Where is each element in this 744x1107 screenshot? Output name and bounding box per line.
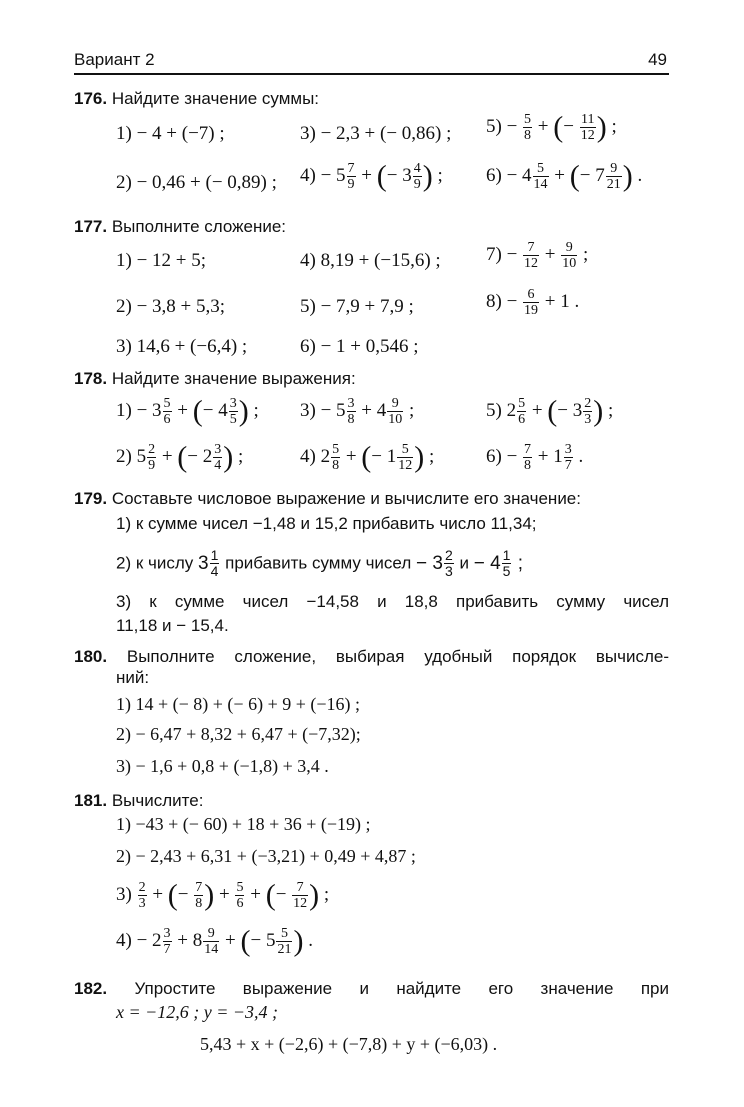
ex181-item-2: 2) − 2,43 + 6,31 + (−3,21) + 0,49 + 4,87 ; [116, 846, 416, 866]
exercise-number: 180. [74, 647, 108, 666]
ex176-item-5: 5) − $\frac{5}{8}$ + (− $\frac{11}{12}$ ) ; [486, 110, 617, 144]
exercise-180-heading [74, 646, 669, 668]
ex181-item-4: 4) − 2 $\frac{3}{7}$ + 8 $\frac{9}{14}$ + (− 5 $\frac{5}{21}$ ) . [116, 924, 313, 958]
ex177-item-1: 1) − 12 + 5; [116, 250, 207, 271]
ex179-item-3-line1: 3) к сумме чисел −14,58 и 18,8 прибавить сумму чисел [116, 592, 669, 611]
ex177-item-7: 7) − $\frac{7}{12}$ + $\frac{9}{10}$ ; [486, 240, 589, 271]
ex177-item-2: 2) − 3,8 + 5,3; [116, 296, 226, 317]
exercise-title: Упростите выражение и найдите его значение при [134, 979, 669, 998]
exercise-177-heading [74, 216, 286, 238]
ex180-item-3: 3) − 1,6 + 0,8 + (−1,8) + 3,4 . [116, 756, 329, 776]
ex179-item-3-line2: 11,18 и − 15,4. [116, 616, 229, 635]
ex176-item-3: 3) − 2,3 + (− 0,86) ; [300, 123, 452, 144]
ex180-item-2: 2) − 6,47 + 8,32 + 6,47 + (−7,32); [116, 724, 361, 744]
page-number: 49 [648, 50, 667, 69]
ex179-item-1: 1) к сумме чисел −1,48 и 15,2 прибавить число 11,34; [116, 514, 537, 533]
ex178-item-2: 2) 5 $\frac{2}{9}$ + (− 2 $\frac{3}{4}$ ) ; [116, 440, 244, 474]
ex180-item-1: 1) 14 + (− 8) + (− 6) + 9 + (−16) ; [116, 694, 361, 714]
exercise-number: 177. [74, 217, 108, 236]
ex177-item-6: 6) − 1 + 0,546 ; [300, 336, 419, 357]
exercise-182-values: x = −12,6 ; y = −3,4 ; [116, 1002, 279, 1022]
ex176-item-4: 4) − 5 $\frac{7}{9}$ + (− 3 $\frac{4}{9}$ ) ; [300, 159, 443, 193]
exercise-182-heading [74, 978, 669, 1000]
exercise-181-heading [74, 790, 203, 812]
ex181-item-1: 1) −43 + (− 60) + 18 + 36 + (−19) ; [116, 814, 371, 834]
ex177-item-5: 5) − 7,9 + 7,9 ; [300, 296, 414, 317]
exercise-title: Выполните сложение, выбирая удобный порядок вычисле- [126, 647, 669, 666]
exercise-176-heading [74, 88, 319, 110]
exercise-title: Составьте числовое выражение и вычислите его значение: [111, 489, 581, 508]
ex177-item-4: 4) 8,19 + (−15,6) ; [300, 250, 441, 271]
ex179-item-2: 2) к числу 3 $\frac{1}{4}$ прибавить сумму чисел − 3 $\frac{2}{3}$ и − 4 $\frac{1}{5}$ ; [116, 547, 524, 579]
exercise-title: Выполните сложение: [111, 217, 287, 236]
exercise-number: 182. [74, 979, 108, 998]
header-divider [74, 73, 669, 75]
exercise-number: 176. [74, 89, 108, 108]
item2-prefix: 2) к числу [116, 553, 194, 573]
exercise-title: Найдите значение суммы: [111, 89, 320, 108]
ex178-item-6: 6) − $\frac{7}{8}$ + 1 $\frac{3}{7}$ . [486, 442, 584, 473]
ex178-item-5: 5) 2 $\frac{5}{6}$ + (− 3 $\frac{2}{3}$ ) ; [486, 394, 614, 428]
exercise-179-heading [74, 488, 581, 510]
variant-label: Вариант 2 [74, 50, 155, 69]
page-header [74, 50, 669, 72]
ex176-item-2: 2) − 0,46 + (− 0,89) ; [116, 172, 277, 193]
exercise-180-title-line2: ний: [116, 668, 150, 687]
exercise-number: 179. [74, 489, 108, 508]
exercise-number: 181. [74, 791, 108, 810]
ex176-item-1: 1) − 4 + (−7) ; [116, 123, 225, 144]
ex182-expression: 5,43 + x + (−2,6) + (−7,8) + y + (−6,03) . [200, 1034, 498, 1054]
ex177-item-3: 3) 14,6 + (−6,4) ; [116, 336, 248, 357]
ex178-item-4: 4) 2 $\frac{5}{8}$ + (− 1 $\frac{5}{12}$ ) ; [300, 440, 435, 474]
ex178-item-1: 1) − 3 $\frac{5}{6}$ + (− 4 $\frac{3}{5}$ ) ; [116, 394, 259, 428]
ex176-item-6: 6) − 4 $\frac{5}{14}$ + (− 7 $\frac{9}{21}$ ) . [486, 159, 643, 193]
item2-mid: прибавить сумму чисел [225, 553, 412, 573]
ex177-item-8: 8) − $\frac{6}{19}$ + 1 . [486, 287, 580, 318]
ex178-item-3: 3) − 5 $\frac{3}{8}$ + 4 $\frac{9}{10}$ ; [300, 396, 415, 427]
exercise-178-heading [74, 368, 356, 390]
exercise-title: Вычислите: [111, 791, 204, 810]
exercise-number: 178. [74, 369, 108, 388]
item2-and: и [459, 553, 469, 573]
exercise-title: Найдите значение выражения: [111, 369, 356, 388]
ex181-item-3: 3) $\frac{2}{3}$ + (− $\frac{7}{8}$ ) + $\frac{5}{6}$ + (− $\frac{7}{12}$ ) ; [116, 878, 330, 912]
